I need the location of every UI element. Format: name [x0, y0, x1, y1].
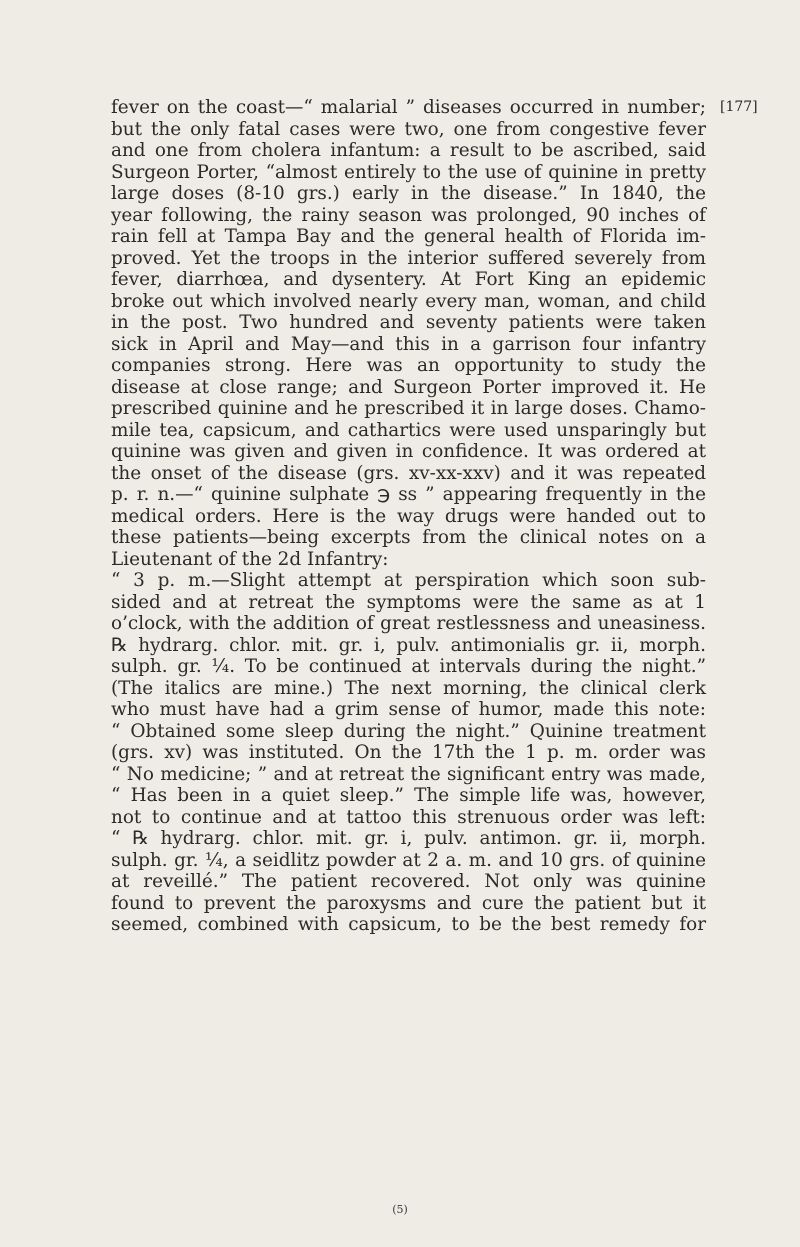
text-line: at reveillé.” The patient recovered. Not only was quinine	[111, 871, 706, 892]
text-line: seemed, combined with capsicum, to be the best remedy for	[111, 914, 706, 935]
text-line: these patients—being excerpts from the clinical notes on a	[111, 527, 706, 548]
text-line: fever, diarrhœa, and dysentery. At Fort King an epidemic	[111, 269, 706, 290]
text-line: “ No medicine; ” and at retreat the significant entry was made,	[111, 763, 706, 785]
text-line: found to prevent the paroxysms and cure the patient but it	[111, 892, 706, 914]
text-line: p. r. n.—“ quinine sulphate ℈ ss ” appearing frequently in the	[111, 484, 706, 505]
text-line: prescribed quinine and he prescribed it in large doses. Chamo-	[111, 398, 706, 419]
text-line: proved. Yet the troops in the interior suffered severely from	[111, 247, 706, 269]
text-line: sided and at retreat the symptoms were the same as at 1	[111, 591, 706, 613]
text-line: year following, the rainy season was prolonged, 90 inches of	[111, 204, 706, 226]
text-line: broke out which involved nearly every man, woman, and child	[111, 290, 706, 312]
text-line: rain fell at Tampa Bay and the general health of Florida im-	[111, 226, 706, 247]
text-line: (grs. xv) was instituted. On the 17th the 1 p. m. order was	[111, 742, 706, 763]
text-line: quinine was given and given in confidence. It was ordered at	[111, 441, 706, 462]
text-line: o’clock, with the addition of great restlessness and uneasiness.	[111, 613, 706, 634]
text-line: mile tea, capsicum, and cathartics were used unsparingly but	[111, 419, 706, 441]
text-line: not to continue and at tattoo this strenuous order was left:	[111, 806, 706, 828]
text-line: “ Has been in a quiet sleep.” The simple life was, however,	[111, 785, 706, 806]
text-line: ℞ hydrarg. chlor. mit. gr. i, pulv. antimonialis gr. ii, morph.	[111, 634, 706, 656]
text-line: “ Obtained some sleep during the night.” Quinine treatment	[111, 720, 706, 742]
body-text	[111, 97, 706, 936]
text-line: large doses (8-10 grs.) early in the disease.” In 1840, the	[111, 183, 706, 204]
text-line: but the only fatal cases were two, one from congestive fever	[111, 118, 706, 140]
text-line: sulph. gr. ¼. To be continued at intervals during the night.”	[111, 656, 706, 677]
text-line: “ 3 p. m.—Slight attempt at perspiration which soon sub-	[111, 570, 706, 591]
text-line: sulph. gr. ¼, a seidlitz powder at 2 a. m. and 10 grs. of quinine	[111, 849, 706, 871]
text-line: who must have had a grim sense of humor, made this note:	[111, 699, 706, 720]
page-folio: (5)	[392, 1203, 408, 1216]
text-line: the onset of the disease (grs. xv-xx-xxv) and it was repeated	[111, 462, 706, 484]
text-line: “ ℞ hydrarg. chlor. mit. gr. i, pulv. antimon. gr. ii, morph.	[111, 828, 706, 849]
text-line: (The italics are mine.) The next morning, the clinical clerk	[111, 677, 706, 699]
text-line: medical orders. Here is the way drugs were handed out to	[111, 505, 706, 527]
text-line: Surgeon Porter, “almost entirely to the use of quinine in pretty	[111, 161, 706, 183]
text-line: in the post. Two hundred and seventy patients were taken	[111, 312, 706, 333]
text-line: Lieutenant of the 2d Infantry:	[111, 548, 389, 570]
text-line: disease at close range; and Surgeon Porter improved it. He	[111, 376, 706, 398]
text-line: companies strong. Here was an opportunity to study the	[111, 355, 706, 376]
text-line: and one from cholera infantum: a result to be ascribed, said	[111, 140, 706, 161]
marginal-page-number: [177]	[720, 99, 758, 115]
text-line: sick in April and May—and this in a garrison four infantry	[111, 333, 706, 355]
text-line: fever on the coast—“ malarial ” diseases occurred in number;	[111, 97, 706, 118]
